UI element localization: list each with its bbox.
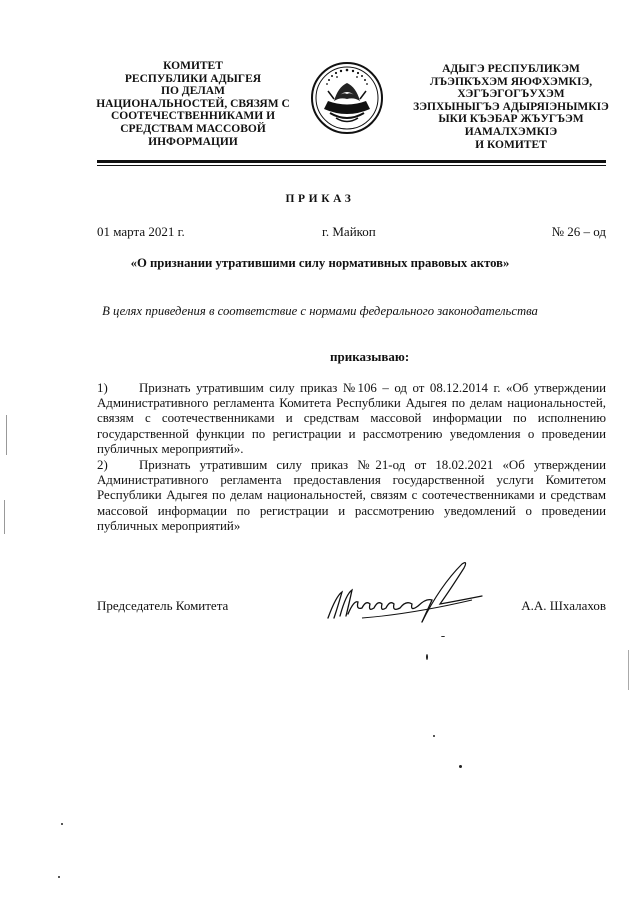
scan-edge-mark: [6, 415, 7, 455]
header-right-line: АДЫГЭ РЕСПУБЛИКЭМ: [442, 63, 580, 75]
header-left-line: НАЦИОНАЛЬНОСТЕЙ, СВЯЗЯМ С: [96, 97, 290, 110]
order-item-number: 2): [97, 458, 108, 472]
order-number: № 26 – од: [551, 224, 606, 239]
header-right-line: ЗЭПХЫНЫГЪЭ АДЫРЯІЭНЫМКІЭ: [413, 100, 609, 113]
order-item: [97, 458, 606, 534]
order-item-text: Признать утратившим силу приказ №21-од от 18.02.2021 «Об утверждении Административного регламента предоставления государственной услуги Комитетом Республики Адыгея по делам национальностей, связям с соотечественниками и средствам массовой информации по регистрации и рассмотрению уведомлений о проведении публичных мероприятий»: [97, 458, 606, 533]
header-left-org-name: [78, 60, 308, 148]
order-date: 01 марта 2021 г.: [97, 224, 185, 239]
header-left-line: СООТЕЧЕСТВЕННИКАМИ И: [110, 110, 276, 123]
scan-speck: [426, 654, 428, 660]
order-item: [97, 381, 606, 457]
order-item-text: Признать утратившим силу приказ №106 – од от 08.12.2014 г. «Об утверждении Административного регламента Комитета Республики Адыгея по делам национальностей, связям с соотечественниками и средствам массовой информации по исполнению государственной функции по регистрации и рассмотрению уведомления о проведении публичных мероприятий».: [97, 381, 606, 456]
scan-speck: [459, 765, 462, 768]
order-title: ПРИКАЗ: [285, 193, 355, 205]
header-left-line: РЕСПУБЛИКИ АДЫГЕЯ: [124, 72, 262, 85]
header-right-line: ХЭГЪЭГОГЪУХЭМ: [457, 88, 565, 101]
header-right-line: ЛЪЭПКЪХЭМ ЯЮФХЭМКІЭ,: [429, 75, 593, 88]
header-divider-thin: [97, 165, 606, 166]
header-divider-thick: [97, 160, 606, 163]
header-left-line: КОМИТЕТ: [163, 60, 223, 72]
order-item-number: 1): [97, 381, 108, 395]
scan-edge-mark: [628, 650, 629, 690]
header-right-line: И КОМИТЕТ: [475, 138, 547, 151]
signatory-name: А.А. Шхалахов: [521, 598, 606, 613]
header-left-line: СРЕДСТВАМ МАССОВОЙ: [120, 122, 266, 135]
scan-speck: [61, 823, 63, 825]
header-right-org-name: [402, 63, 620, 151]
header-left-line: ПО ДЕЛАМ: [161, 85, 225, 98]
scan-speck: [58, 876, 60, 878]
order-purpose: В целях приведения в соответствие с нормами федерального законодательства: [102, 304, 538, 318]
signatory-position: Председатель Комитета: [97, 598, 229, 613]
scan-speck: [433, 735, 435, 737]
header-right-line: ИАМАЛХЭМКІЭ: [464, 125, 558, 138]
scan-edge-mark: [4, 500, 5, 534]
header-right-line: ЫКИ КЪЭБАР ЖЪУГЪЭМ: [438, 113, 584, 126]
order-city: г. Майкоп: [322, 224, 376, 239]
scan-speck: [441, 636, 445, 637]
order-subject: «О признании утратившими силу нормативных правовых актов»: [130, 256, 510, 270]
order-decree: приказываю:: [330, 349, 410, 364]
coat-of-arms-emblem-icon: [310, 61, 384, 135]
handwritten-signature-icon: [322, 556, 490, 636]
header-left-line: ИНФОРМАЦИИ: [148, 135, 238, 148]
